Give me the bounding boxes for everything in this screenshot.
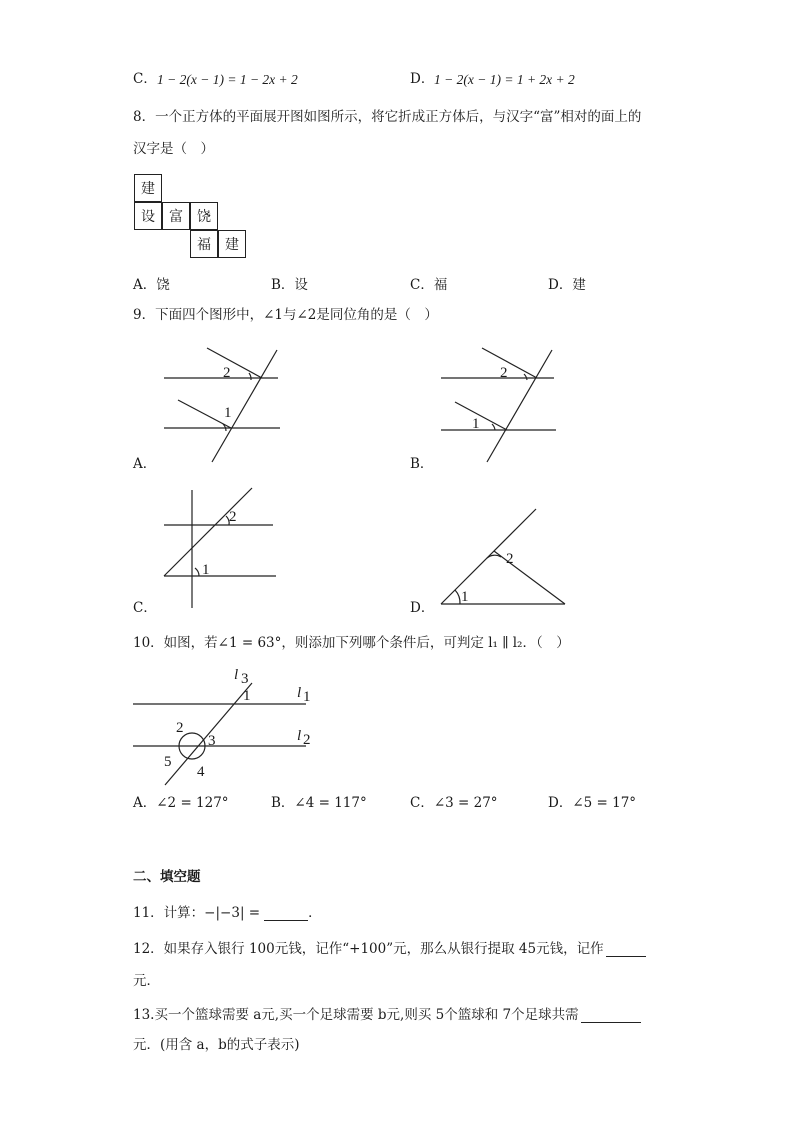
line-l1-label: l [297, 685, 302, 701]
q12-line1 [133, 943, 646, 957]
q9-stem: 9．下面四个图形中，∠1与∠2是同位角的是（ ） [133, 307, 438, 323]
net-cell: 建 [134, 174, 162, 202]
line-l2-sub: 2 [303, 732, 311, 748]
line-l3-sub: 3 [241, 671, 249, 687]
section-title: 二、填空题 [133, 869, 201, 885]
q7-option-c-label: C． [133, 71, 157, 87]
net-cell: 建 [218, 230, 246, 258]
net-cell: 设 [134, 202, 162, 230]
angle-1-label: 1 [472, 416, 480, 432]
q13-stem: 13.买一个篮球需要 a元,买一个足球需要 b元,则买 5个篮球和 7个足球共需 [133, 1007, 579, 1023]
q7-option-d-expr: 1 − 2(x − 1) = 1 + 2x + 2 [434, 72, 575, 87]
q10-option-b: B．∠4 = 117° [271, 795, 367, 811]
q7-option-c-expr: 1 − 2(x − 1) = 1 − 2x + 2 [157, 72, 298, 87]
net-cell: 饶 [190, 202, 218, 230]
q8-option-d: D．建 [548, 277, 586, 293]
q11-tail: ． [308, 905, 322, 921]
angle-1-label: 1 [243, 688, 251, 704]
q9-fig-c-label: C． [133, 600, 157, 616]
q11-text [133, 907, 322, 921]
q12-line2: 元． [133, 973, 160, 989]
angle-1-label: 1 [224, 405, 232, 421]
q10-option-a: A．∠2 = 127° [133, 795, 229, 811]
net-cell: 福 [190, 230, 218, 258]
q8-stem-line2: 汉字是（ ） [133, 141, 214, 157]
q8-option-a: A．饶 [133, 277, 170, 293]
q9-fig-d-label: D． [410, 600, 435, 616]
angle-2-label: 2 [223, 365, 231, 381]
angle-2-label: 2 [229, 509, 237, 525]
q7-option-d-label: D． [410, 71, 435, 87]
angle-5-label: 5 [164, 754, 172, 770]
q13-line2: 元．(用含 a，b的式子表示) [133, 1037, 300, 1053]
q9-fig-b-label: B． [410, 456, 434, 472]
angle-2-label: 2 [176, 720, 184, 736]
line-l2-label: l [297, 728, 302, 744]
q13-line1 [133, 1009, 641, 1023]
q12-stem: 12．如果存入银行 100元钱，记作“+100”元，那么从银行提取 45元钱，记作 [133, 941, 604, 957]
angle-1-label: 1 [461, 589, 469, 605]
angle-2-label: 2 [500, 365, 508, 381]
q10-option-c: C．∠3 = 27° [410, 795, 498, 811]
q8-stem-line1: 8．一个正方体的平面展开图如图所示，将它折成正方体后，与汉字“富”相对的面上的 [133, 109, 642, 125]
q8-option-c: C．福 [410, 277, 448, 293]
angle-2-label: 2 [506, 551, 514, 567]
angle-4-label: 4 [197, 764, 205, 780]
angle-1-label: 1 [202, 562, 210, 578]
q10-option-d: D．∠5 = 17° [548, 795, 637, 811]
line-l1-sub: 1 [303, 689, 311, 705]
q8-option-b: B．设 [271, 277, 308, 293]
answer-blank[interactable] [264, 908, 308, 921]
line-l3-label: l [234, 667, 239, 683]
net-cell: 富 [162, 202, 190, 230]
answer-blank[interactable] [581, 1010, 641, 1023]
q10-stem: 10．如图，若∠1 = 63°，则添加下列哪个条件后，可判定 l₁ ∥ l₂．（ ） [133, 635, 570, 651]
answer-blank[interactable] [606, 944, 646, 957]
q9-fig-a-label: A． [133, 456, 157, 472]
q11-stem: 11．计算：−|−3| = [133, 905, 261, 921]
angle-3-label: 3 [208, 733, 216, 749]
